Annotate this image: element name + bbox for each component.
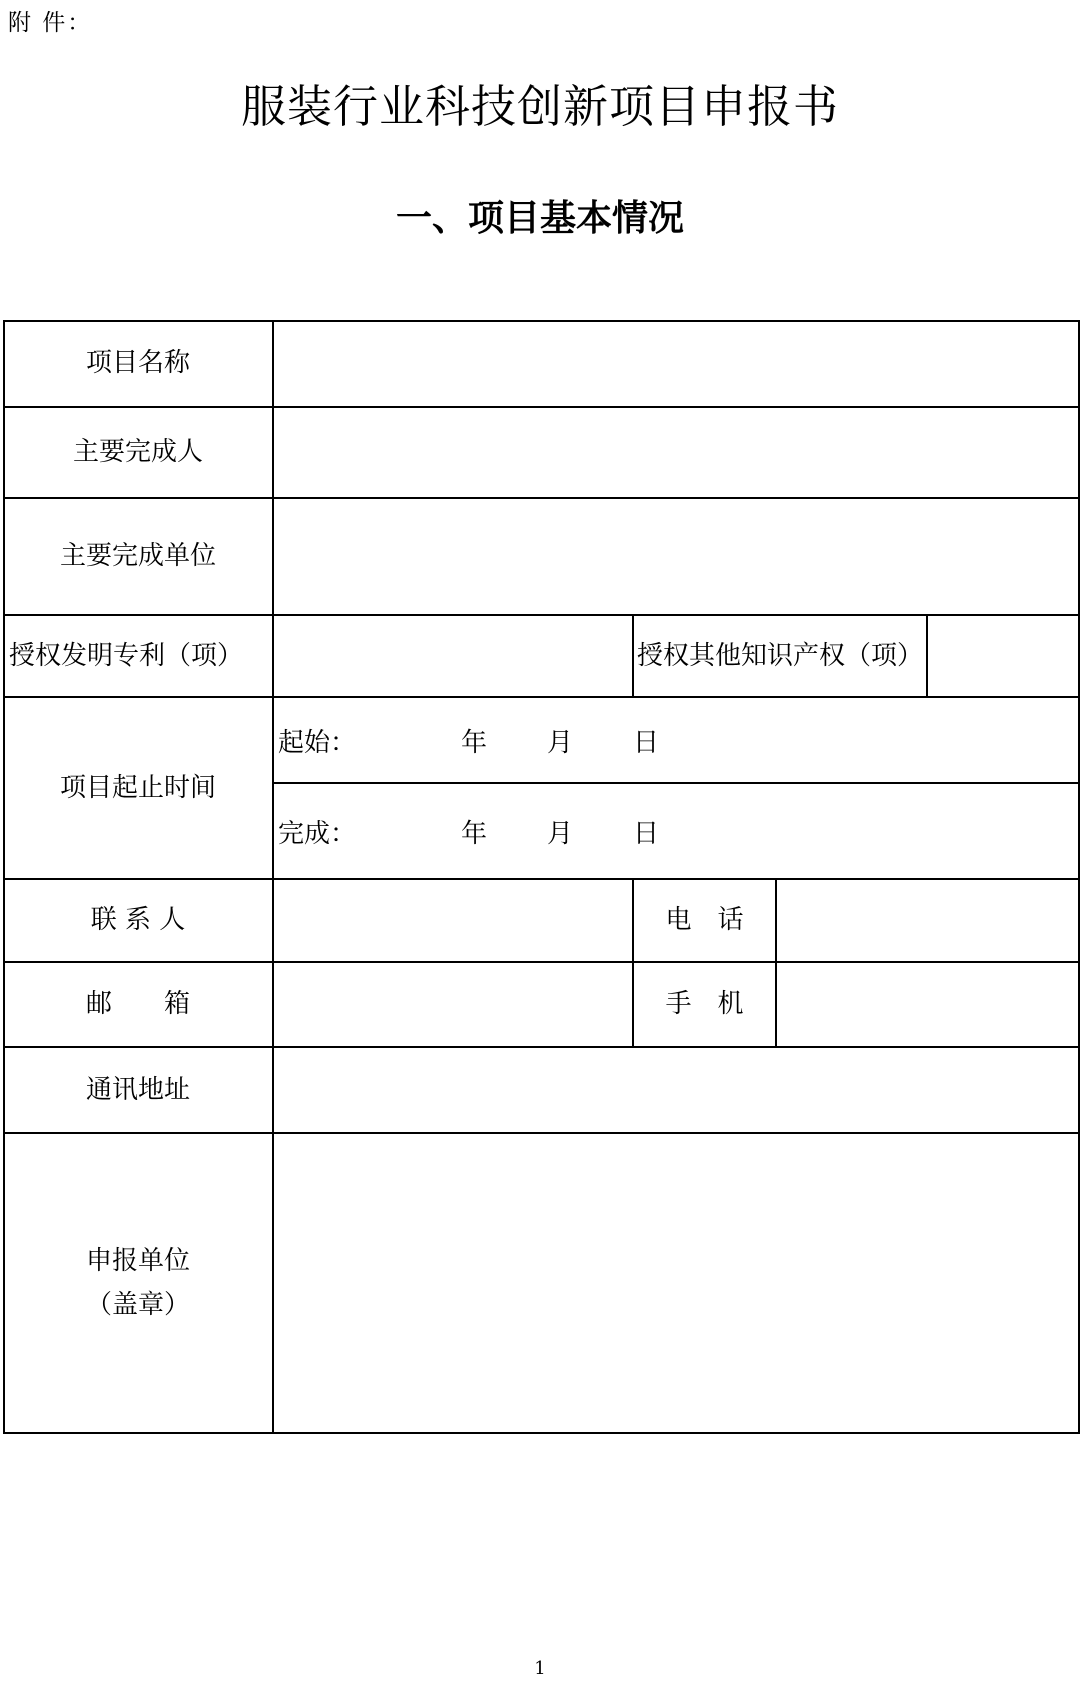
address-label: 通讯地址 (85, 1074, 190, 1105)
seal-label: （盖章） (85, 1290, 190, 1320)
start-date-field[interactable] (274, 698, 1079, 782)
start-label: 起始： (278, 728, 357, 758)
applicant-unit-field[interactable] (274, 1134, 1079, 1432)
email-label: 邮 箱 (85, 989, 190, 1020)
section-title: 一、项目基本情况 (395, 198, 684, 239)
email-field[interactable] (274, 963, 632, 1046)
end-day-label: 日 (633, 819, 660, 849)
contact-person-label: 联 系 人 (90, 905, 186, 936)
project-period-label: 项目起止时间 (59, 772, 216, 803)
project-name-label: 项目名称 (85, 348, 190, 379)
main-unit-label: 主要完成单位 (59, 541, 216, 572)
mobile-field[interactable] (777, 963, 1079, 1046)
other-ip-count-label: 授权其他知识产权（项） (637, 640, 924, 671)
other-ip-count-field[interactable] (928, 616, 1079, 696)
end-year-label: 年 (461, 819, 488, 849)
applicant-unit-label: 申报单位 (85, 1245, 190, 1276)
end-label: 完成： (278, 819, 357, 849)
attachment-label: 附 件： (8, 10, 93, 36)
phone-field[interactable] (777, 880, 1079, 961)
main-person-label: 主要完成人 (72, 437, 203, 468)
start-day-label: 日 (633, 728, 660, 758)
mobile-label: 手 机 (665, 989, 744, 1020)
address-field[interactable] (274, 1048, 1079, 1132)
patent-count-field[interactable] (274, 616, 632, 696)
patent-count-label: 授权发明专利（项） (9, 640, 244, 671)
project-info-form (3, 320, 1080, 1434)
applicant-unit-label-cell (3, 1133, 273, 1433)
project-name-field[interactable] (274, 322, 1079, 406)
start-year-label: 年 (461, 728, 488, 758)
document-title: 服装行业科技创新项目申报书 (240, 80, 839, 133)
phone-label: 电 话 (665, 905, 744, 936)
contact-person-field[interactable] (274, 880, 632, 961)
main-unit-field[interactable] (274, 499, 1079, 614)
start-month-label: 月 (547, 728, 574, 758)
main-person-field[interactable] (274, 408, 1079, 497)
end-date-field[interactable] (274, 784, 1079, 878)
end-month-label: 月 (547, 819, 574, 849)
page-number: 1 (534, 1658, 546, 1679)
